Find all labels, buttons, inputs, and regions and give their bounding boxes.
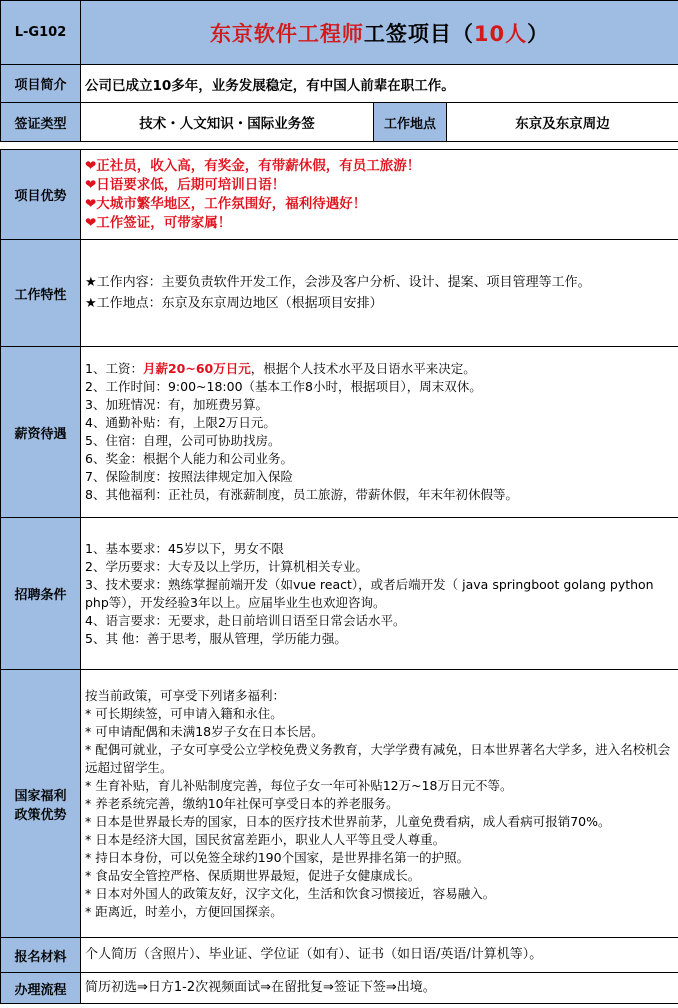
welfare-list bbox=[81, 670, 678, 938]
salary-label: 薪资待遇 bbox=[1, 347, 81, 518]
salary-suffix: ，根据个人技术水平及日语水平来决定。 bbox=[250, 361, 476, 376]
process-text: 简历初选⇒日方1-2次视频面试⇒在留批复⇒签证下签⇒出境。 bbox=[81, 973, 678, 1004]
header-table bbox=[0, 0, 678, 142]
process-label: 办理流程 bbox=[1, 973, 81, 1004]
welfare-item: * 配偶可就业，子女可享受公立学校免费义务教育，大学学费有减免，日本世界著名大学多，进入名校机会远超过留学生。 bbox=[85, 741, 671, 775]
salary-item: 4、通勤补贴：有，上限2万日元。 bbox=[85, 415, 276, 430]
salary-item: 8、其他福利：正社员，有涨薪制度，员工旅游，带薪休假，年末年初休假等。 bbox=[85, 487, 518, 502]
advantage-item: ❤正社员，收入高，有奖金，有带薪休假，有员工旅游！ bbox=[85, 157, 421, 174]
welfare-intro: 按当前政策，可享受下列诸多福利： bbox=[85, 687, 286, 703]
location-value: 东京及东京周边 bbox=[447, 103, 678, 142]
advantages-label: 项目优势 bbox=[1, 150, 81, 240]
intro-label: 项目简介 bbox=[1, 65, 81, 103]
salary-item: 3、加班情况：有，加班费另算。 bbox=[85, 397, 268, 412]
visa-value: 技术・人文知识・国际业务签 bbox=[81, 103, 374, 142]
welfare-label bbox=[1, 670, 81, 938]
welfare-item: * 持日本身份，可以免签全球约190个国家，是世界排名第一的护照。 bbox=[85, 849, 470, 865]
location-label: 工作地点 bbox=[374, 103, 447, 142]
welfare-item: * 养老系统完善，缴纳10年社保可享受日本的养老服务。 bbox=[85, 795, 399, 811]
salary-item bbox=[85, 360, 674, 378]
requirements-list bbox=[81, 518, 678, 670]
requirement-item: 3、技术要求：熟练掌握前端开发（如vue react），或者后端开发（ java springboot golang python php等），开发经验3年以上。应届毕业生也欢迎咨询。 bbox=[85, 576, 654, 610]
title-end: ） bbox=[527, 21, 550, 46]
materials-text: 个人简历（含照片）、毕业证、学位证（如有）、证书（如日语/英语/计算机等）。 bbox=[81, 938, 678, 973]
salary-item: 2、工作时间：9:00~18:00（基本工作8小时，根据项目），周末双休。 bbox=[85, 379, 482, 394]
title-count: 10人 bbox=[473, 21, 528, 46]
advantage-item: ❤工作签证，可带家属！ bbox=[85, 214, 232, 231]
welfare-item: * 日本是经济大国，国民贫富差距小，职业人人平等且受人尊重。 bbox=[85, 831, 446, 847]
advantages-list bbox=[81, 150, 678, 240]
welfare-item: * 日本是世界最长寿的国家，日本的医疗技术世界前茅，儿童免费看病，成人看病可报销70%。 bbox=[85, 813, 611, 829]
salary-list bbox=[81, 347, 678, 518]
salary-prefix: 1、工资： bbox=[85, 361, 143, 376]
details-table bbox=[0, 149, 678, 1004]
materials-label: 报名材料 bbox=[1, 938, 81, 973]
salary-money: 月薪20~60万日元 bbox=[142, 361, 251, 376]
salary-item: 6、奖金：根据个人能力和公司业务。 bbox=[85, 451, 293, 466]
welfare-item: * 距离近，时差小，方便回国探亲。 bbox=[85, 903, 283, 919]
advantage-item: ❤大城市繁华地区，工作氛围好，福利待遇好！ bbox=[85, 195, 367, 212]
welfare-label-line1: 国家福利 bbox=[14, 788, 67, 804]
welfare-item: * 日本对外国人的政策友好，汉字文化，生活和饮食习惯接近，容易融入。 bbox=[85, 885, 496, 901]
requirement-item: 2、学历要求：大专及以上学历，计算机相关专业。 bbox=[85, 558, 368, 574]
title-red: 东京软件工程师 bbox=[209, 21, 364, 46]
features-list bbox=[81, 240, 678, 347]
advantage-item: ❤日语要求低，后期可培训日语！ bbox=[85, 176, 286, 193]
welfare-item: * 可申请配偶和未满18岁子女在日本长居。 bbox=[85, 723, 324, 739]
requirement-item: 5、其 他：善于思考，服从管理，学历能力强。 bbox=[85, 630, 347, 646]
requirements-label: 招聘条件 bbox=[1, 518, 81, 670]
feature-item: ★工作地点：东京及东京周边地区（根据项目安排） bbox=[85, 296, 383, 311]
welfare-item: * 可长期续签，可申请入籍和永住。 bbox=[85, 705, 283, 721]
salary-item: 5、住宿：自理，公司可协助找房。 bbox=[85, 433, 281, 448]
requirement-item: 1、基本要求：45岁以下，男女不限 bbox=[85, 540, 284, 556]
feature-item: ★工作内容：主要负责软件开发工作，会涉及客户分析、设计、提案、项目管理等工作。 bbox=[85, 275, 591, 290]
title-black: 工签项目（ bbox=[363, 21, 474, 46]
page-title bbox=[81, 1, 678, 65]
requirement-item: 4、语言要求：无要求，赴日前培训日语至日常会话水平。 bbox=[85, 612, 406, 628]
features-label: 工作特性 bbox=[1, 240, 81, 347]
project-code: L-G102 bbox=[1, 1, 81, 65]
welfare-item: * 食品安全管控严格、保质期世界最短，促进子女健康成长。 bbox=[85, 867, 421, 883]
salary-item: 7、保险制度：按照法律规定加入保险 bbox=[85, 469, 293, 484]
visa-label: 签证类型 bbox=[1, 103, 81, 142]
welfare-item: * 生育补贴，育儿补贴制度完善，每位子女一年可补贴12万~18万日元不等。 bbox=[85, 777, 513, 793]
welfare-label-line2: 政策优势 bbox=[14, 807, 67, 823]
intro-text: 公司已成立10多年，业务发展稳定，有中国人前辈在职工作。 bbox=[81, 65, 678, 103]
